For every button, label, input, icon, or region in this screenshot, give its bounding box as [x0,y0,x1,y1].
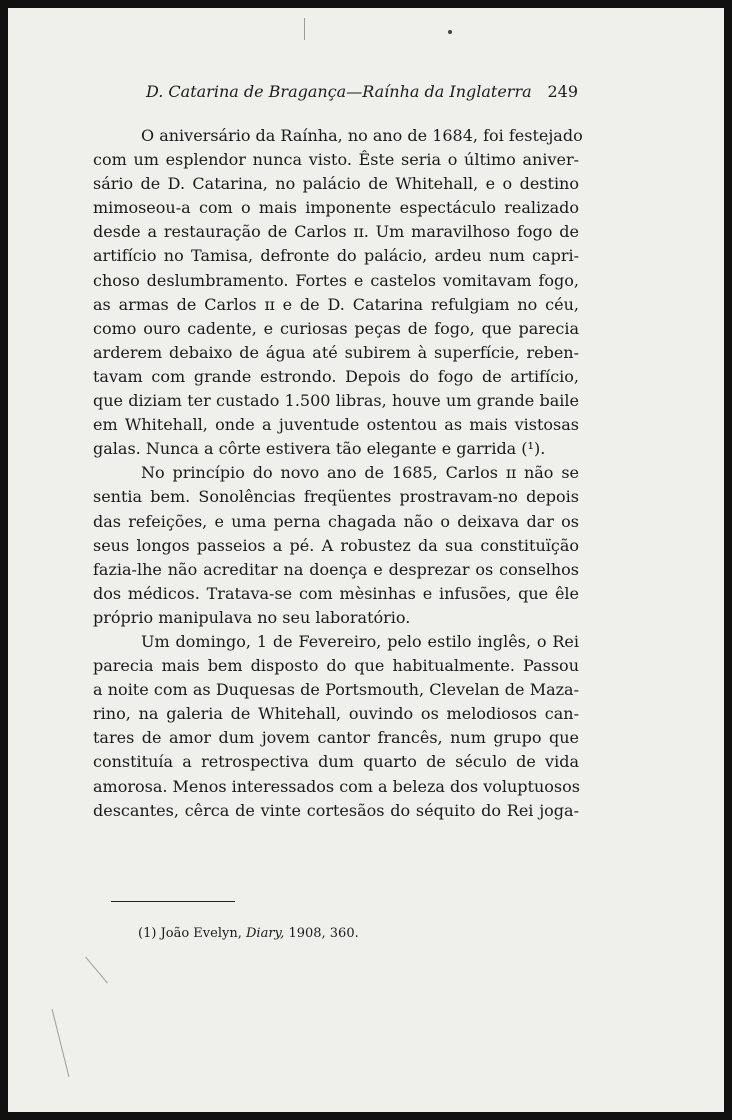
text-line: desde a restauração de Carlos ɪɪ. Um maravilhoso fogo de [93,222,579,242]
text-line: tavam com grande estrondo. Depois do fogo de artifício, [93,366,579,386]
text-line: das refeições, e uma perna chagada não o deixava dar os [93,511,579,531]
footnote-divider [111,901,235,902]
text-line: com um esplendor nunca visto. Êste seria o último aniver- [93,150,579,170]
footnote-details: 1908, 360. [288,926,359,941]
margin-scratch [52,1009,70,1077]
text-line: sentia bem. Sonolências freqüentes prostravam-no depois [93,487,579,507]
text-line: amorosa. Menos interessados com a beleza dos voluptuosos [93,776,580,796]
text-line: sário de D. Catarina, no palácio de Whitehall, e o destino [93,174,579,194]
text-line: galas. Nunca a côrte estivera tão elegante e garrida (¹). [93,439,546,459]
text-line: como ouro cadente, e curiosas peças de fogo, que parecia [93,318,579,338]
text-line: Um domingo, 1 de Fevereiro, pelo estilo inglês, o Rei [141,631,579,651]
page-crease-mark [304,18,305,40]
text-line: descantes, cêrca de vinte cortesãos do séquito do Rei joga- [93,800,579,820]
footnote [138,926,359,941]
text-line: arderem debaixo de água até subirem à superfície, reben- [93,342,579,362]
text-line: mimoseou-a com o mais imponente espectáculo realizado [93,198,579,218]
text-line: fazia-lhe não acreditar na doença e desprezar os conselhos [93,559,579,579]
text-line: seus longos passeios a pé. A robustez da sua constituïção [93,535,579,555]
text-line: em Whitehall, onde a juventude ostentou as mais vistosas [93,415,579,435]
text-line: tares de amor dum jovem cantor francês, num grupo que [93,728,579,748]
footnote-author: João Evelyn, [160,926,242,941]
footnote-marker: (1) [138,926,157,941]
text-line: a noite com as Duquesas de Portsmouth, Clevelan de Maza- [93,680,579,700]
text-line: choso deslumbramento. Fortes e castelos vomitavam fogo, [93,270,579,290]
text-line: rino, na galeria de Whitehall, ouvindo os melodiosos can- [93,704,579,724]
text-line: constituía a retrospectiva dum quarto de século de vida [93,752,579,772]
text-line: próprio manipulava no seu laboratório. [93,607,411,627]
footnote-work: Diary, [246,926,285,941]
running-header [146,82,578,101]
text-line: No princípio do novo ano de 1685, Carlos ɪɪ não se [141,463,579,483]
body-text [93,124,583,823]
text-line: as armas de Carlos ɪɪ e de D. Catarina refulgiam no céu, [93,294,579,314]
text-line: dos médicos. Tratava-se com mèsinhas e infusões, que êle [93,583,579,603]
ink-speck [448,30,452,34]
text-line: que diziam ter custado 1.500 libras, houve um grande baile [93,391,579,411]
margin-scratch [85,957,108,984]
text-line: O aniversário da Raínha, no ano de 1684, foi festejado [141,126,583,145]
text-line: artifício no Tamisa, defronte do palácio, ardeu num capri- [93,246,579,266]
page-number: 249 [547,82,578,101]
running-title: D. Catarina de Bragança—Raínha da Inglaterra [146,82,532,101]
text-line: parecia mais bem disposto do que habitualmente. Passou [93,656,579,676]
book-page [8,8,724,1112]
